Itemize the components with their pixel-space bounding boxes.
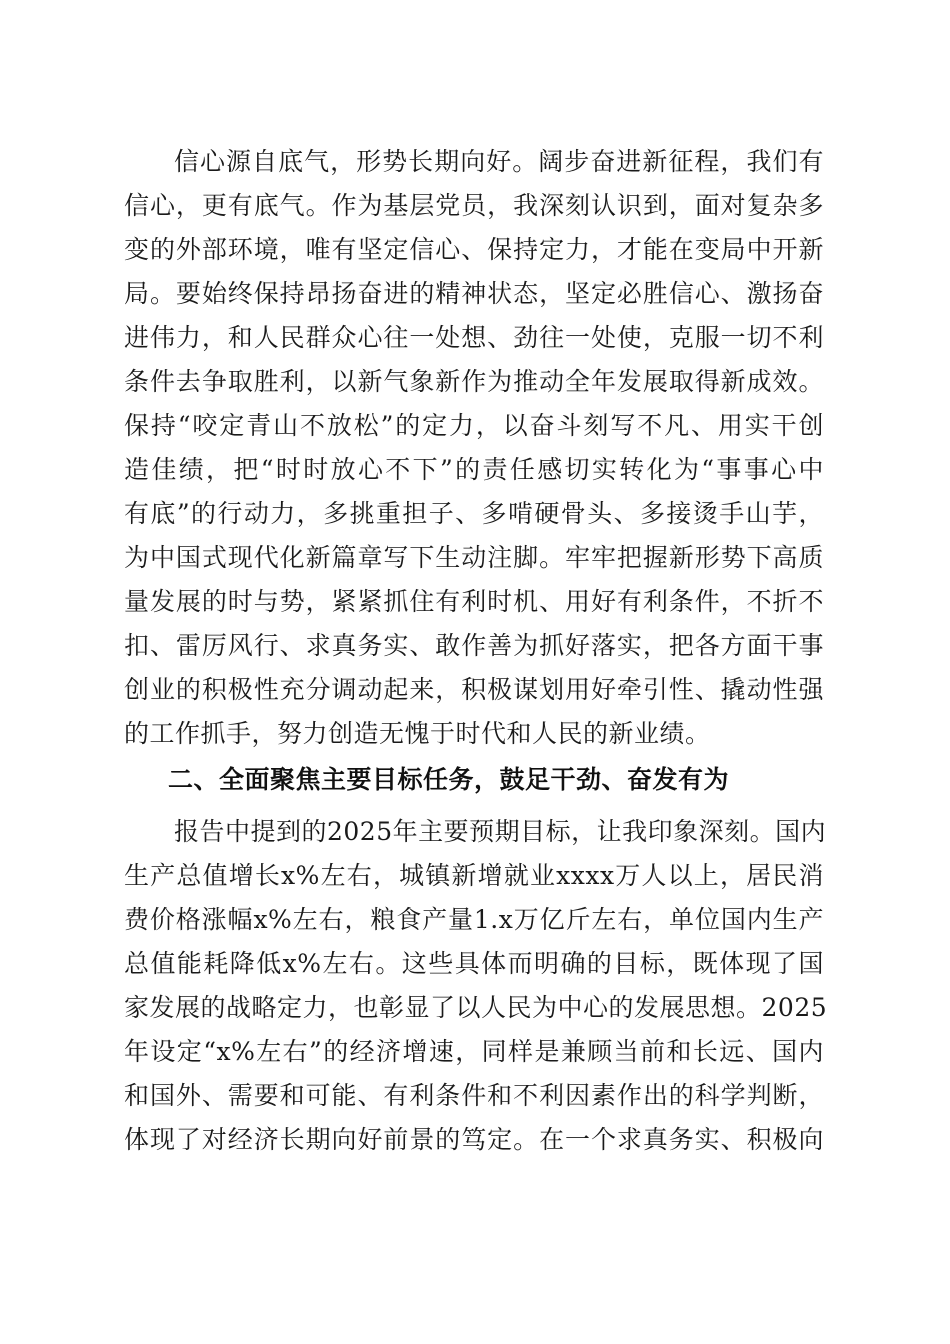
paragraph-2-line-5: 家发展的战略定力，也彰显了以人民为中心的发展思想。2025 [124,993,828,1022]
paragraph-2-line-6: 年设定“x%左右”的经济增速，同样是兼顾当前和长远、国内 [124,1037,824,1066]
paragraph-1-line-3: 变的外部环境，唯有坚定信心、保持定力，才能在变局中开新 [124,235,824,264]
paragraph-1-line-14: 的工作抓手，努力创造无愧于时代和人民的新业绩。 [124,719,711,748]
paragraph-1-line-6: 条件去争取胜利，以新气象新作为推动全年发展取得新成效。 [124,367,824,396]
paragraph-2-line-1: 报告中提到的2025年主要预期目标，让我印象深刻。国内 [174,817,827,846]
paragraph-1-line-11: 量发展的时与势，紧紧抓住有利时机、用好有利条件，不折不 [124,587,824,616]
paragraph-2-line-7: 和国外、需要和可能、有利条件和不利因素作出的科学判断， [124,1081,824,1110]
paragraph-2-line-2: 生产总值增长x%左右，城镇新增就业xxxx万人以上，居民消 [124,861,824,890]
paragraph-2-line-4: 总值能耗降低x%左右。这些具体而明确的目标，既体现了国 [124,949,824,978]
section-heading-2: 二、全面聚焦主要目标任务，鼓足干劲、奋发有为 [168,765,730,794]
paragraph-1-line-4: 局。要始终保持昂扬奋进的精神状态，坚定必胜信心、激扬奋 [124,279,824,308]
paragraph-1-line-1: 信心源自底气，形势长期向好。阔步奋进新征程，我们有 [174,147,824,176]
paragraph-1-line-10: 为中国式现代化新篇章写下生动注脚。牢牢把握新形势下高质 [124,543,824,572]
paragraph-1-line-7: 保持“咬定青山不放松”的定力，以奋斗刻写不凡、用实干创 [124,411,824,440]
paragraph-1-line-8: 造佳绩，把“时时放心不下”的责任感切实转化为“事事心中 [124,455,824,484]
paragraph-2-line-3: 费价格涨幅x%左右，粮食产量1.x万亿斤左右，单位国内生产 [124,905,824,934]
paragraph-1-line-12: 扣、雷厉风行、求真务实、敢作善为抓好落实，把各方面干事 [124,631,824,660]
paragraph-1-line-5: 进伟力，和人民群众心往一处想、劲往一处使，克服一切不利 [124,323,824,352]
paragraph-1-line-13: 创业的积极性充分调动起来，积极谋划用好牵引性、撬动性强 [124,675,824,704]
paragraph-2-line-8: 体现了对经济长期向好前景的笃定。在一个求真务实、积极向 [124,1125,824,1154]
paragraph-1-line-9: 有底”的行动力，多挑重担子、多啃硬骨头、多接烫手山芋， [124,499,824,528]
paragraph-1-line-2: 信心，更有底气。作为基层党员，我深刻认识到，面对复杂多 [124,191,824,220]
